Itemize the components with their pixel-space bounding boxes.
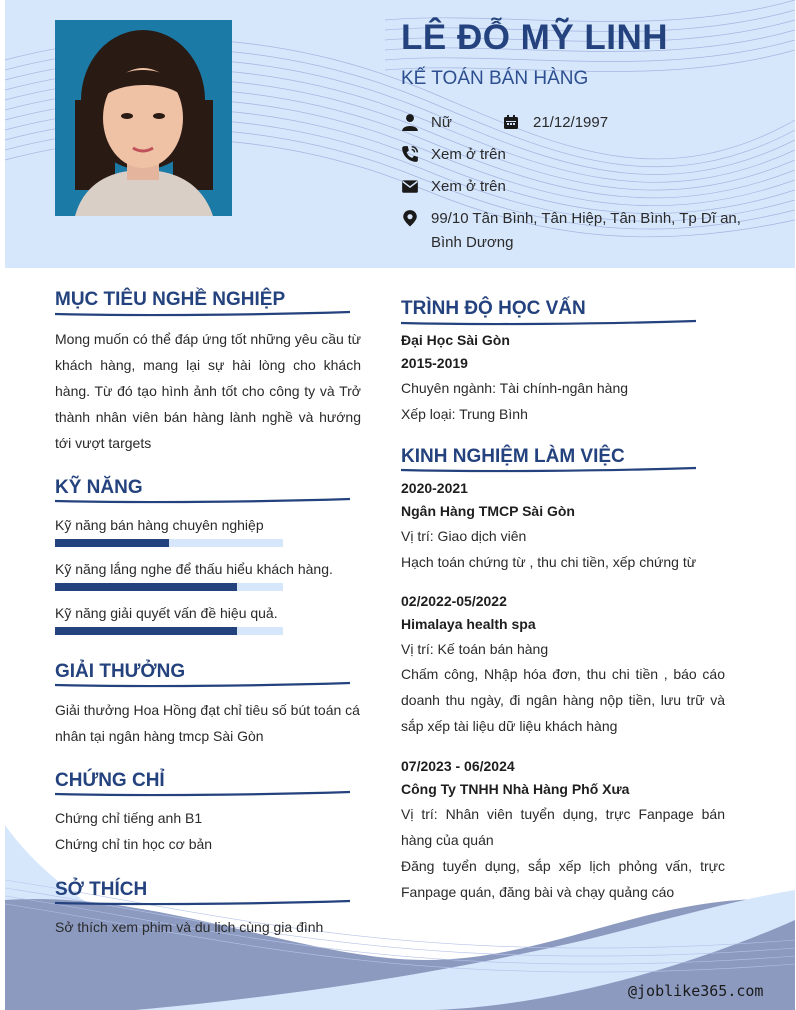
objective-title: MỤC TIÊU NGHỀ NGHIỆP	[55, 289, 286, 310]
job-period: 02/2022-05/2022	[401, 593, 507, 609]
job-description: Đăng tuyển dụng, sắp xếp lịch phỏng vấn, trực Fanpage quán, đăng bài và chạy quảng cáo	[401, 858, 725, 900]
certificates-underline	[55, 790, 350, 798]
skill-bar-fill	[55, 627, 237, 635]
gender-value: Nữ	[431, 114, 452, 131]
skill-label: Kỹ năng lắng nghe để thấu hiểu khách hàng.	[55, 561, 333, 577]
footer-brand: @joblike365.com	[628, 982, 764, 1000]
header	[5, 0, 795, 268]
objective-underline	[55, 310, 350, 318]
skills-title: KỸ NĂNG	[55, 477, 143, 498]
address-info	[401, 207, 761, 255]
job-position: Vị trí: Kế toán bán hàng	[401, 641, 549, 657]
education-underline	[401, 319, 696, 327]
phone-value: Xem ở trên	[431, 146, 506, 163]
dob-info	[503, 111, 703, 135]
experience-title: KINH NGHIỆM LÀM VIỆC	[401, 446, 625, 467]
certificate-item: Chứng chỉ tiếng anh B1	[55, 810, 203, 826]
user-icon	[401, 113, 419, 131]
phone-info	[401, 143, 701, 167]
job-company: Ngân Hàng TMCP Sài Gòn	[401, 503, 575, 519]
education-grade: Xếp loại: Trung Bình	[401, 406, 528, 422]
objective-text: Mong muốn có thể đáp ứng tốt những yêu cầu từ khách hàng, mang lại sự hài lòng cho khách hàng. Từ đó tạo hình ảnh tốt cho công ty và Trở thành nhân viên bán hàng lành nghề và hướng tới vượt targets	[55, 331, 361, 451]
hobbies-underline	[55, 899, 350, 907]
awards-text: Giải thưởng Hoa Hồng đạt chỉ tiêu số bút toán cá nhân tại ngân hàng tmcp Sài Gòn	[55, 702, 360, 744]
certificates-title: CHỨNG CHỈ	[55, 770, 165, 791]
job-company: Himalaya health spa	[401, 616, 536, 632]
job-period: 07/2023 - 06/2024	[401, 758, 515, 774]
envelope-icon	[401, 177, 419, 195]
education-school: Đại Học Sài Gòn	[401, 332, 510, 348]
job-description: Chấm công, Nhập hóa đơn, thu chi tiền , báo cáo doanh thu ngày, đi ngân hàng nộp tiền, lưu trữ và sắp xếp tài liệu dữ liệu khách hàng	[401, 666, 725, 734]
skill-bar	[55, 583, 283, 591]
candidate-job-title: KẾ TOÁN BÁN HÀNG	[401, 68, 589, 89]
awards-title: GIẢI THƯỞNG	[55, 661, 186, 682]
education-major: Chuyên ngành: Tài chính-ngân hàng	[401, 380, 629, 396]
calendar-icon	[503, 114, 519, 130]
gender-info	[401, 111, 491, 135]
hobbies-text: Sở thích xem phim và du lịch cùng gia đình	[55, 919, 324, 935]
skill-bar-fill	[55, 583, 237, 591]
job-company: Công Ty TNHH Nhà Hàng Phố Xưa	[401, 781, 630, 797]
education-title: TRÌNH ĐỘ HỌC VẤN	[401, 298, 586, 319]
job-position: Vị trí: Nhân viên tuyển dụng, trực Fanpage bán hàng của quán	[401, 806, 725, 848]
awards-underline	[55, 681, 350, 689]
candidate-name: LÊ ĐỖ MỸ LINH	[401, 18, 669, 57]
map-pin-icon	[401, 209, 419, 227]
job-description: Hạch toán chứng từ , thu chi tiền, xếp chứng từ	[401, 554, 697, 570]
phone-icon	[401, 145, 419, 163]
profile-photo	[55, 20, 232, 216]
job-period: 2020-2021	[401, 480, 468, 496]
experience-underline	[401, 466, 696, 474]
skill-bar	[55, 539, 283, 547]
skill-label: Kỹ năng giải quyết vấn đề hiệu quả.	[55, 605, 278, 621]
address-value: 99/10 Tân Bình, Tân Hiệp, Tân Bình, Tp Dĩ an, Bình Dương	[431, 210, 741, 251]
email-info	[401, 175, 701, 199]
cv-page	[5, 0, 795, 1010]
skill-label: Kỹ năng bán hàng chuyên nghiệp	[55, 517, 264, 533]
skill-bar-fill	[55, 539, 169, 547]
email-value: Xem ở trên	[431, 178, 506, 195]
education-years: 2015-2019	[401, 355, 468, 371]
hobbies-title: SỞ THÍCH	[55, 879, 148, 900]
certificate-item: Chứng chỉ tin học cơ bản	[55, 836, 213, 852]
skills-underline	[55, 497, 350, 505]
dob-value: 21/12/1997	[533, 114, 609, 131]
skill-bar	[55, 627, 283, 635]
job-position: Vị trí: Giao dịch viên	[401, 528, 527, 544]
